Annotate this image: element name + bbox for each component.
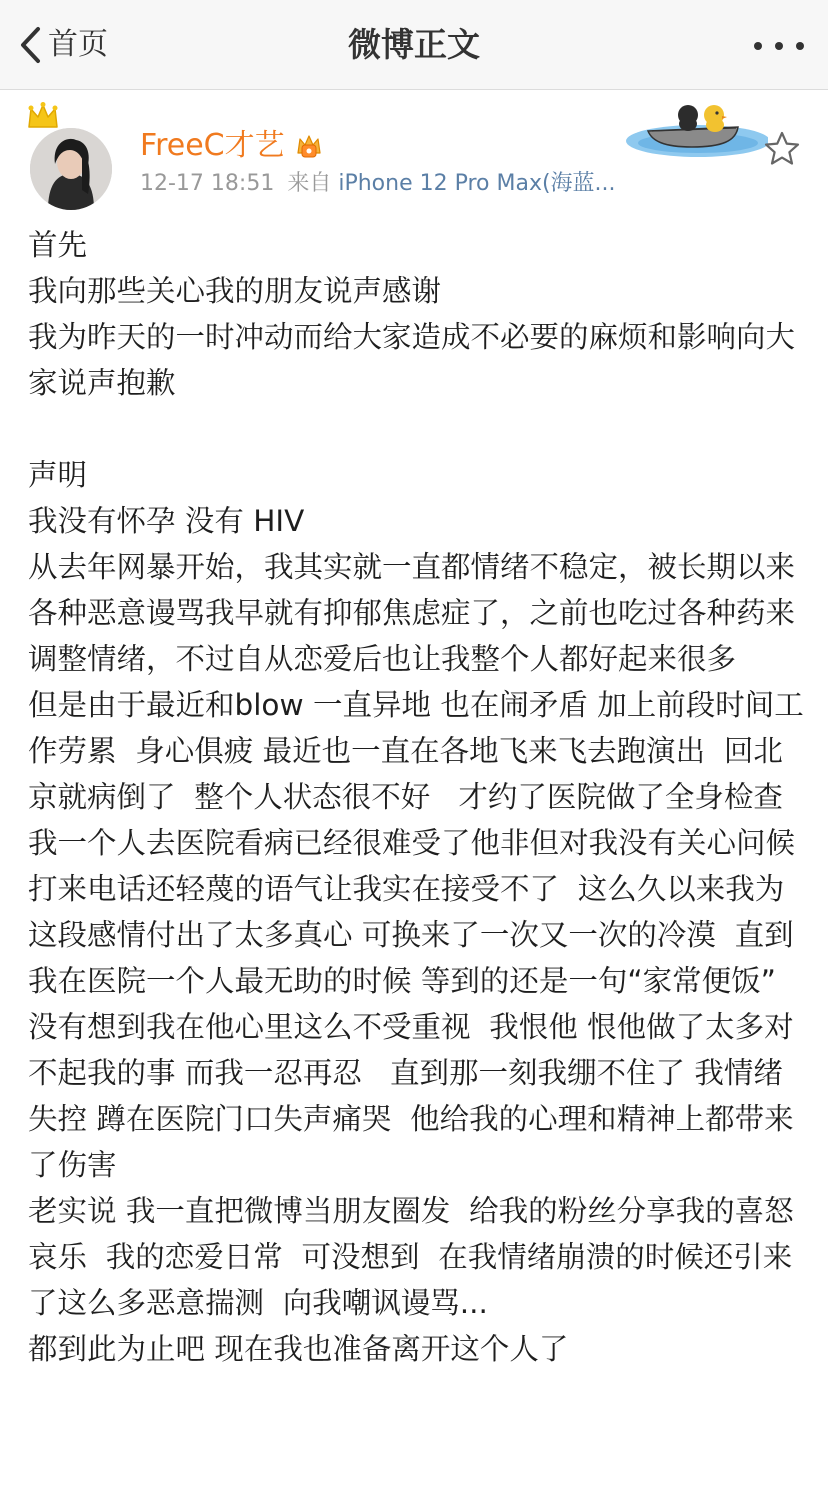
post-paragraph: 但是由于最近和blow 一直异地 也在闹矛盾 加上前段时间工作劳累 身心俱疲 最近也一直在各地飞来飞去跑演出 回北京就病倒了 整个人状态很不好 才约了医院做了全身检查 我一个人去医院看病已经很难受了他非但对我没有关心问候打来电话还轻蔑的语气让我实在接受不了 这么久以来我为这段感情付出了太多真心 可换来了一次又一次的冷漠 直到我在医院一个人最无助的时候 等到的还是一句“家常便饭” 没有想到我在他心里这么不受重视 我恨他 恨他做了太多对不起我的事 而我一忍再忍 直到那一刻我绷不住了 我情绪失控 蹲在医院门口失声痛哭 他给我的心理和精神上都带来了伤害 xyxy=(28,688,804,1182)
boat-decoration-icon xyxy=(618,91,768,161)
star-outline-icon[interactable] xyxy=(762,129,802,169)
more-dots-icon xyxy=(775,42,783,50)
username[interactable]: FreeC才艺 xyxy=(140,128,285,163)
post-paragraph: 我为昨天的一时冲动而给大家造成不必要的麻烦和影响向大家说声抱歉 xyxy=(28,320,796,400)
post-from-label: 来自 xyxy=(287,171,332,196)
more-button[interactable] xyxy=(754,28,804,64)
avatar-wrap[interactable] xyxy=(26,101,116,201)
post-time: 12-17 18:51 xyxy=(140,171,275,196)
vip-badge-icon xyxy=(294,131,324,161)
post-blank-line xyxy=(28,406,808,452)
post-paragraph: 首先 xyxy=(28,228,88,262)
back-label: 首页 xyxy=(48,27,108,62)
navbar xyxy=(0,0,828,90)
more-dots-icon xyxy=(796,42,804,50)
post-paragraph: 从去年网暴开始，我其实就一直都情绪不稳定，被长期以来各种恶意谩骂我早就有抑郁焦虑症了，之前也吃过各种药来调整情绪，不过自从恋爱后也让我整个人都好起来很多 xyxy=(28,550,796,676)
post-body xyxy=(28,222,808,1372)
post-device[interactable]: iPhone 12 Pro Max(海蓝... xyxy=(338,171,616,196)
page-title: 微博正文 xyxy=(348,25,480,64)
more-dots-icon xyxy=(754,42,762,50)
post-paragraph: 都到此为止吧 现在我也准备离开这个人了 xyxy=(28,1332,569,1366)
crown-icon xyxy=(26,101,60,131)
post-meta xyxy=(140,169,616,199)
post-paragraph: 老实说 我一直把微博当朋友圈发 给我的粉丝分享我的喜怒哀乐 我的恋爱日常 可没想到 在我情绪崩溃的时候还引来了这么多恶意揣测 向我嘲讽谩骂... xyxy=(28,1194,794,1320)
post-paragraph: 我向那些关心我的朋友说声感谢 xyxy=(28,274,442,308)
post-paragraph: 我没有怀孕 没有 HIV xyxy=(28,504,305,538)
post-paragraph: 声明 xyxy=(28,458,88,492)
avatar[interactable] xyxy=(30,128,112,210)
post-header xyxy=(0,91,828,216)
